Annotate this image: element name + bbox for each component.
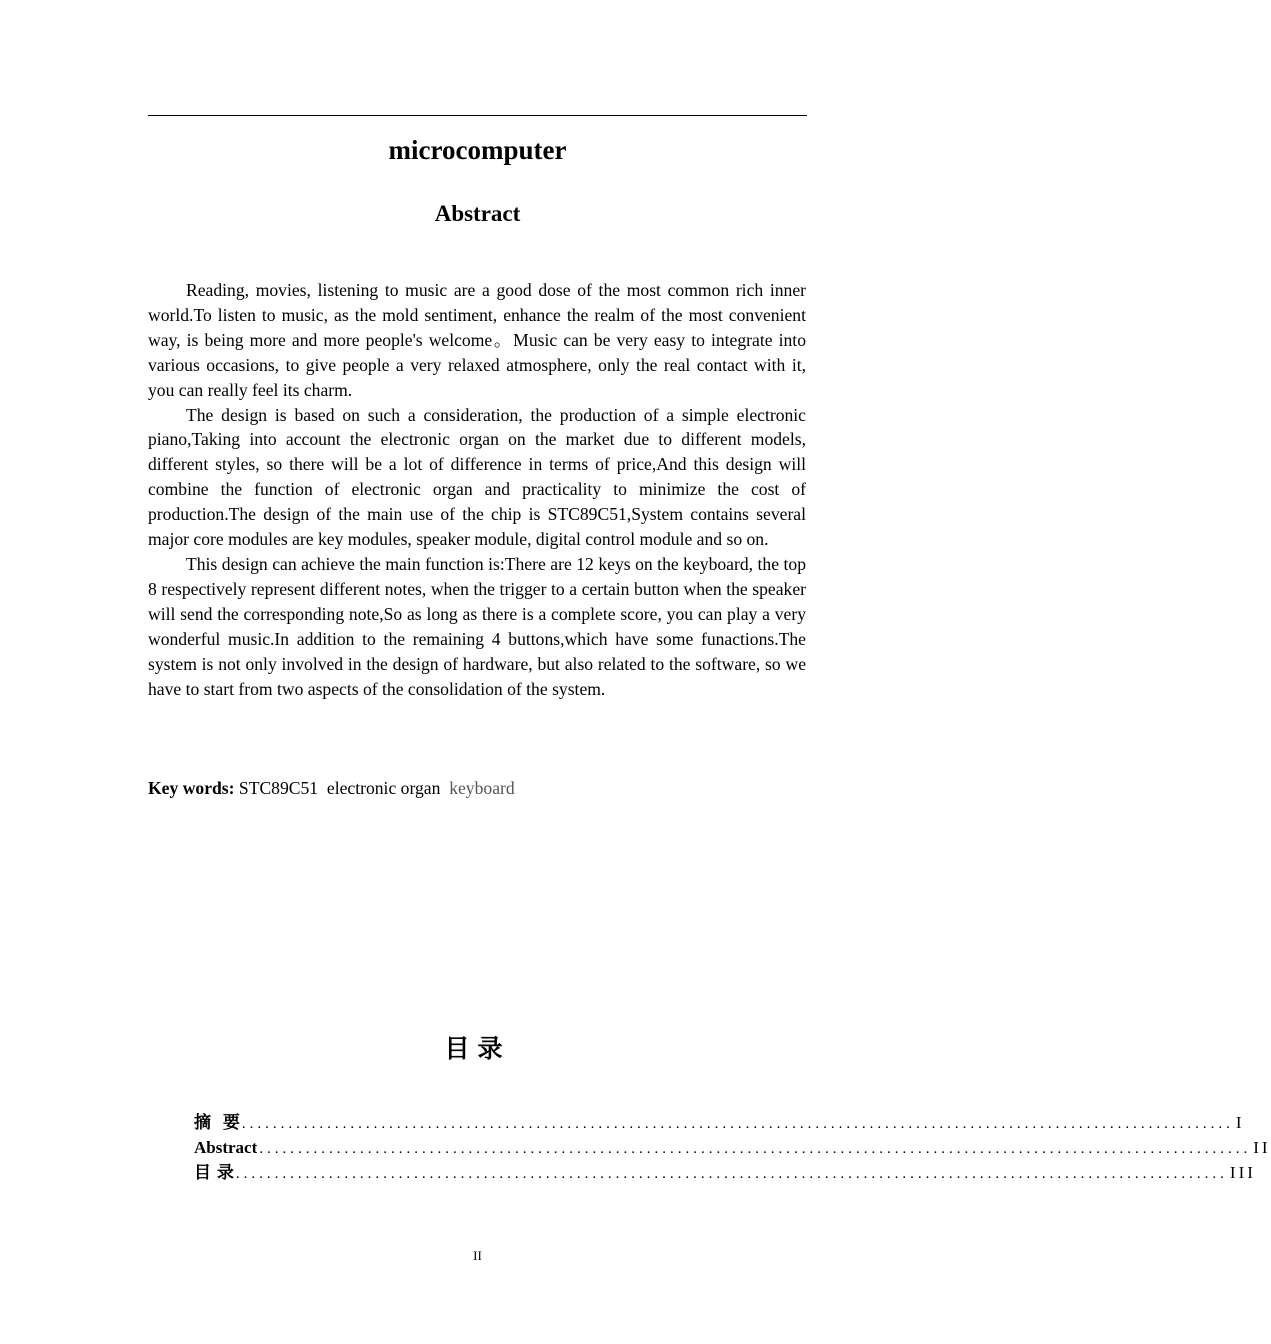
- toc-entry-page: I: [1235, 1113, 1245, 1132]
- toc-entry-abstract[interactable]: [194, 1135, 1271, 1160]
- toc-leader-dots: ................................................................................................................................: [241, 1116, 1234, 1132]
- abstract-body: [148, 278, 806, 701]
- toc-entry-label: 目 录: [194, 1163, 234, 1183]
- keyword-3: keyboard: [449, 778, 515, 798]
- keyword-1: STC89C51: [238, 778, 319, 798]
- toc-entry-page: II: [1253, 1138, 1271, 1157]
- keyword-2: electronic organ: [326, 778, 441, 798]
- page-number: II: [473, 1248, 482, 1263]
- toc-entry-label: Abstract: [194, 1138, 258, 1157]
- page-title: microcomputer: [388, 135, 567, 165]
- toc-entry-label: 摘 要: [194, 1113, 240, 1133]
- toc-leader-dots: ................................................................................................................................: [259, 1141, 1252, 1157]
- keywords-line: [148, 776, 515, 800]
- toc-entry-page: III: [1229, 1163, 1256, 1182]
- abstract-heading: Abstract: [434, 201, 521, 226]
- abstract-paragraph-3: This design can achieve the main function is:There are 12 keys on the keyboard, the top 8 respectively represent different notes, when the trigger to a certain button when the speaker will send the corresponding note,So as long as there is a complete score, you can play a very wonderful music.In addition to the remaining 4 buttons,which have some funactions.The system is not only involved in the design of hardware, but also related to the software, so we have to start from two aspects of the consolidation of the system.: [148, 553, 806, 699]
- abstract-paragraph-2: The design is based on such a consideration, the production of a simple electronic piano,Taking into account the electronic organ on the market due to different models, different styles, so there will be a lot of difference in terms of price,And this design will combine the function of electronic organ and practicality to minimize the cost of production.The design of the main use of the chip is STC89C51,System contains several major core modules are key modules, speaker module, digital control module and so on.: [148, 404, 806, 550]
- toc-entry-contents[interactable]: [194, 1160, 1256, 1185]
- keywords-label: Key words:: [148, 778, 235, 798]
- header-rule: [148, 115, 807, 116]
- toc-entry-summary[interactable]: [194, 1110, 1245, 1135]
- toc-leader-dots: ................................................................................................................................: [235, 1166, 1228, 1182]
- table-of-contents: [194, 1110, 1271, 1185]
- toc-heading: 目录: [444, 1034, 511, 1063]
- abstract-paragraph-1: Reading, movies, listening to music are a good dose of the most common rich inner world.To listen to music, as the mold sentiment, enhance the realm of the most convenient way, is being more and more people's welcome。Music can be very easy to integrate into various occasions, to give people a very relaxed atmosphere, only the real contact with it, you can really feel its charm.: [148, 280, 806, 400]
